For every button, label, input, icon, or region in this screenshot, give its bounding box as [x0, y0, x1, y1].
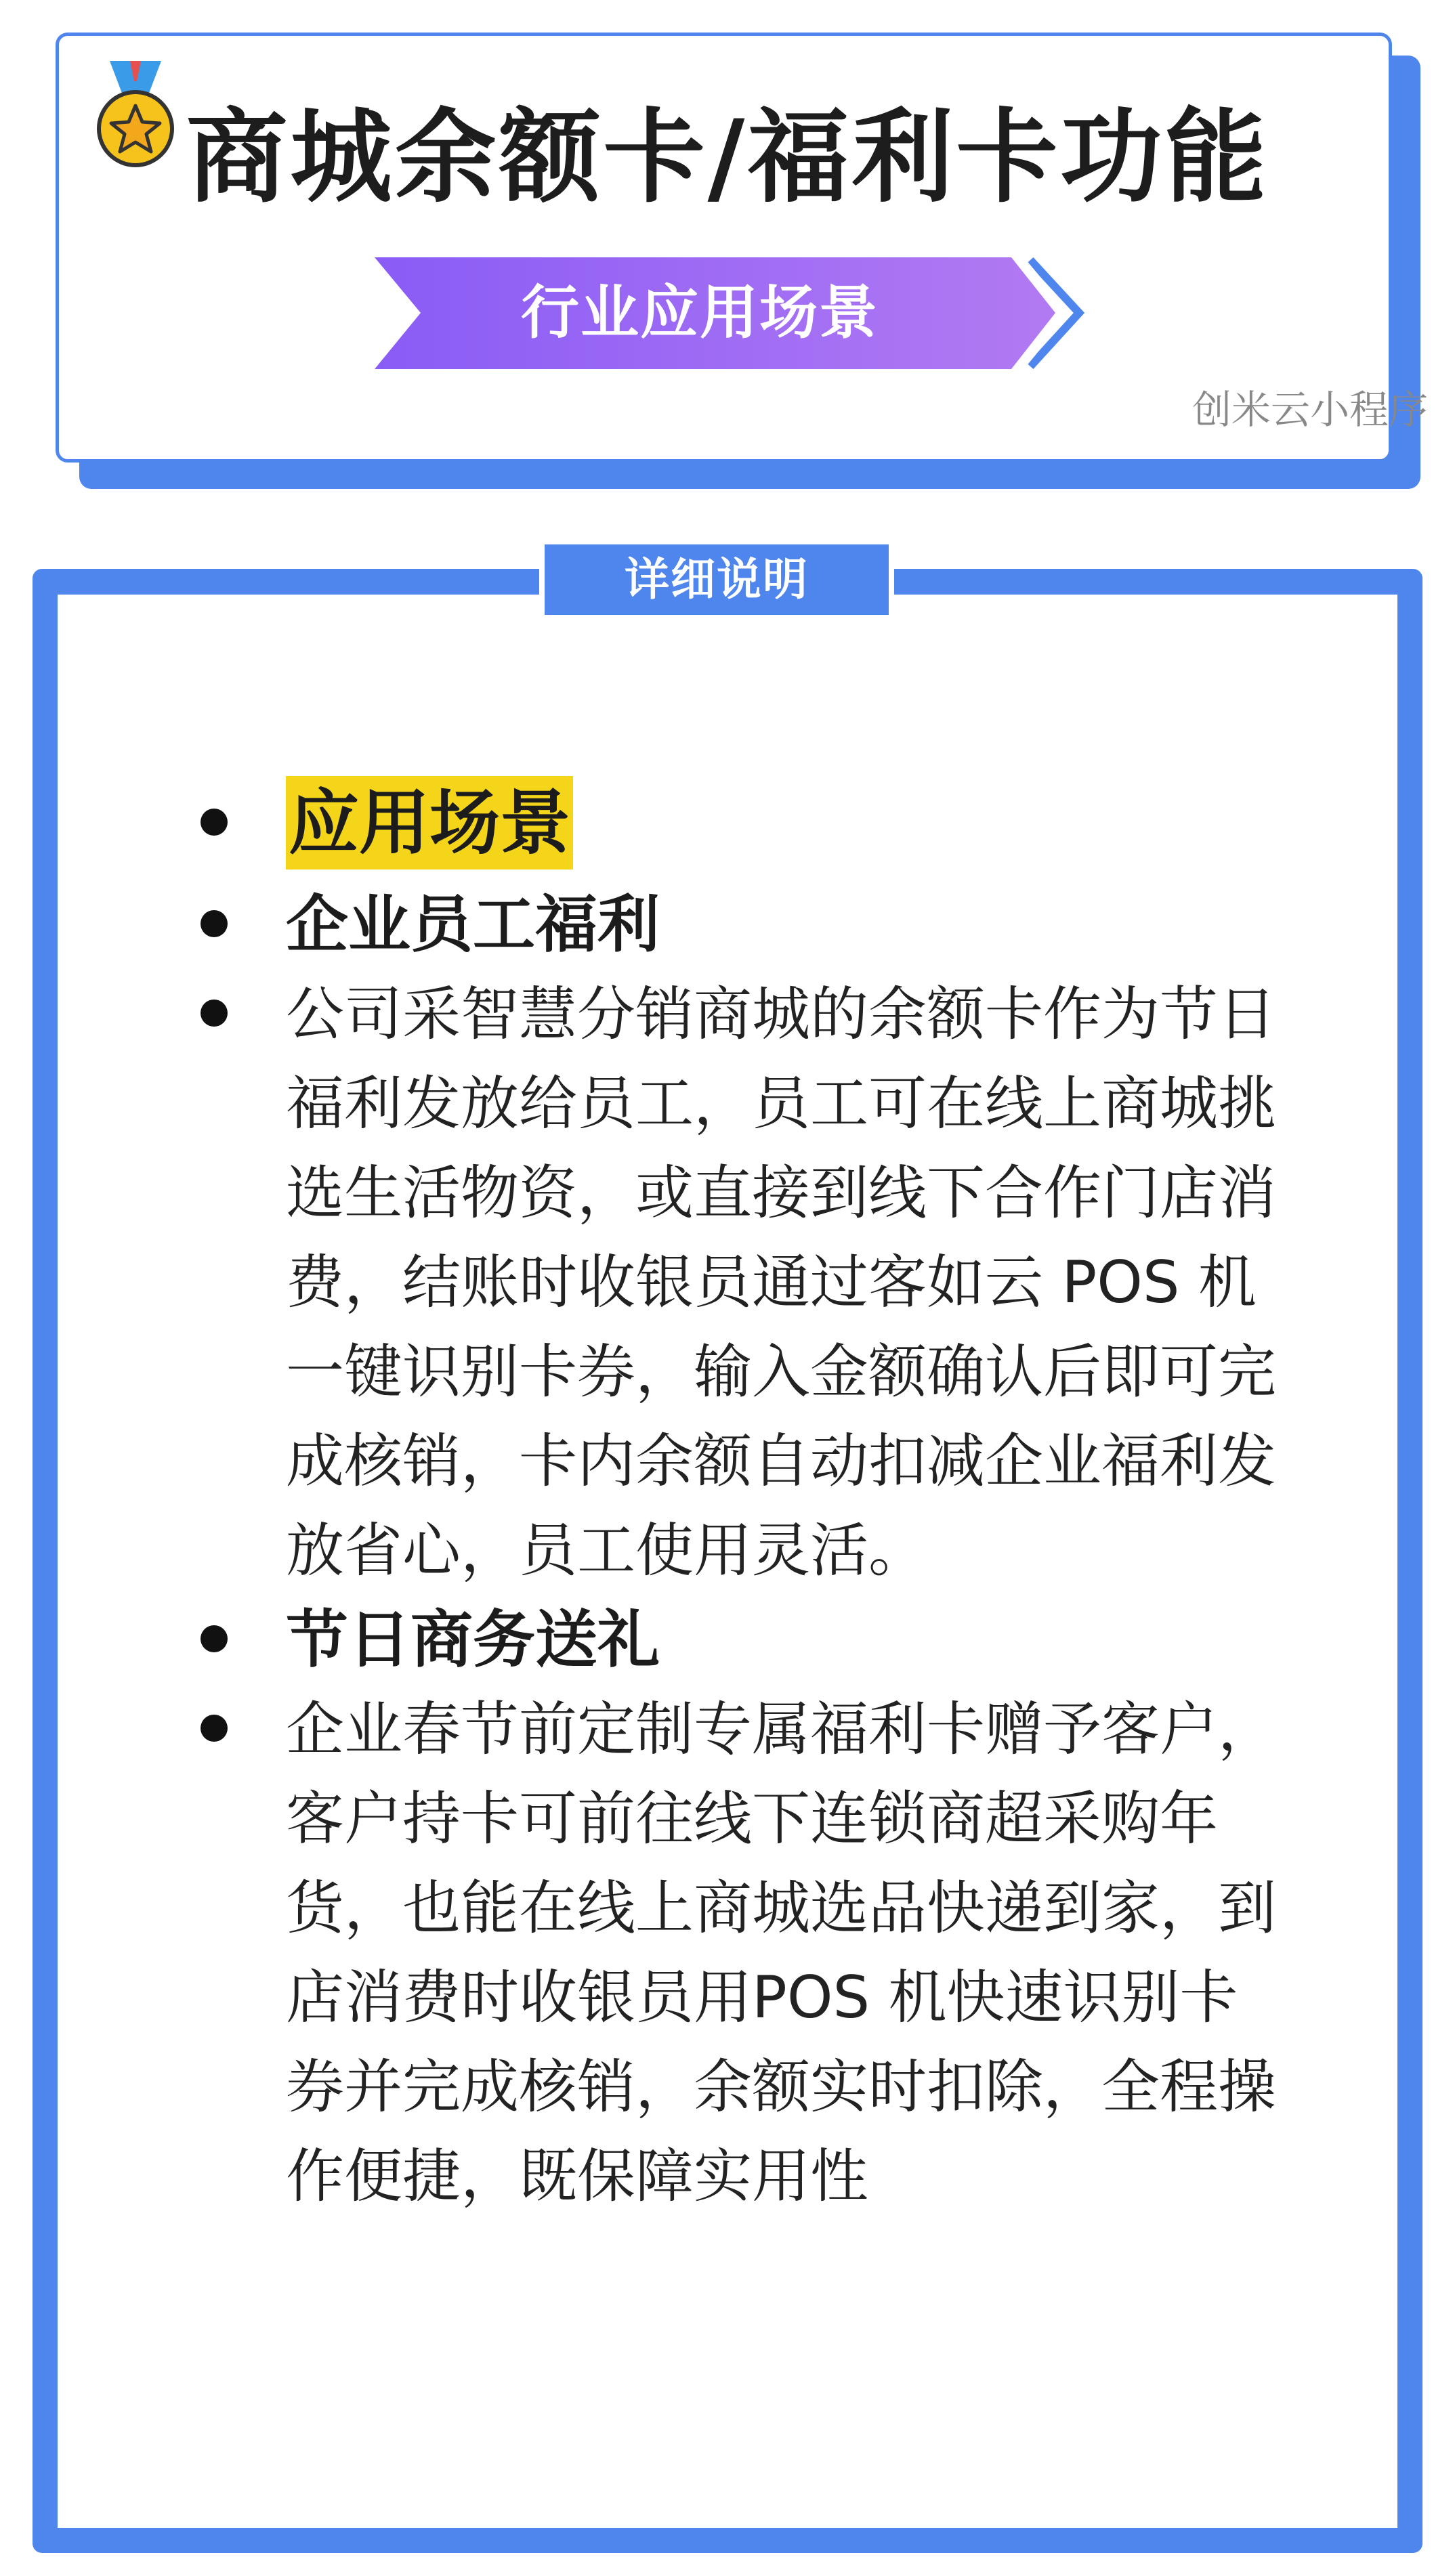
section-title-text: 应用场景 — [286, 776, 573, 870]
list-item-body: 公司采智慧分销商城的余额卡作为节日福利发放给员工，员工可在线上商城挑选生活物资，或直接到线下合作门店消费，结账时收银员通过客如云 POS 机一键识别卡券，输入金额确认后即可完成核销，卡内余额自动扣减企业福利发放省心，员工使用灵活。 — [196, 970, 1294, 1595]
bullet-list — [196, 765, 1294, 2221]
brand-label: 创米云小程序 — [1192, 387, 1428, 433]
page-title: 商城余额卡/福利卡功能 — [186, 99, 1269, 217]
list-item-heading: 企业员工福利 — [196, 880, 1294, 970]
list-item-heading: 节日商务送礼 — [196, 1595, 1294, 1685]
section-title-item — [196, 765, 1294, 880]
subtitle-label: 行业应用场景 — [521, 279, 879, 347]
detail-tab-label: 详细说明 — [539, 539, 894, 620]
subtitle-banner — [375, 257, 1086, 369]
list-item-body: 企业春节前定制专属福利卡赠予客户，客户持卡可前往线下连锁商超采购年货，也能在线上商城选品快递到家，到店消费时收银员用POS 机快速识别卡券并完成核销，余额实时扣除，全程操作便捷，既保障实用性 — [196, 1685, 1294, 2221]
